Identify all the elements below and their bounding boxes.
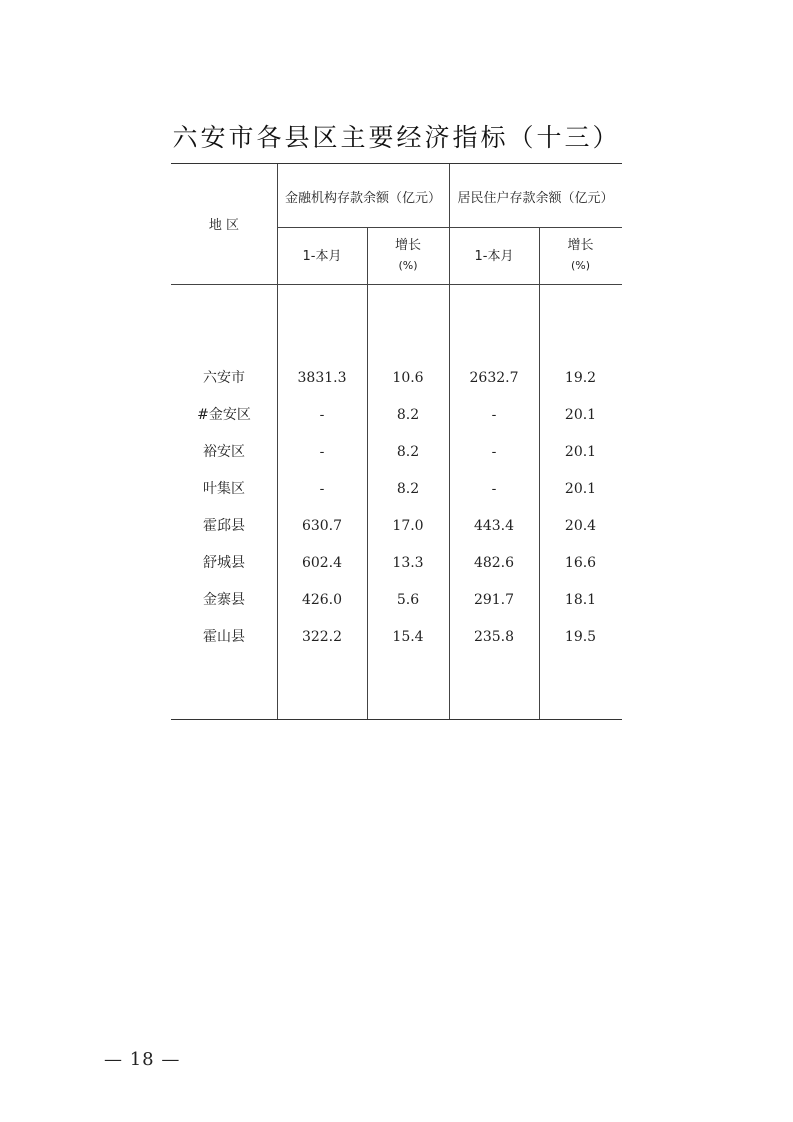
growth-label: 增长 xyxy=(394,238,421,253)
row-household: 235.8 xyxy=(473,629,515,645)
row-household-growth: 16.6 xyxy=(564,555,597,571)
header-month-2: 1-本月 xyxy=(474,249,514,264)
row-household-growth: 20.1 xyxy=(564,407,597,423)
row-household-growth: 19.5 xyxy=(564,629,597,645)
row-deposit: - xyxy=(319,444,325,460)
header-month-1: 1-本月 xyxy=(302,249,342,264)
row-deposit-growth: 8.2 xyxy=(396,444,420,460)
row-deposit: 426.0 xyxy=(301,592,343,608)
header-bottom-line xyxy=(171,284,622,285)
row-deposit: - xyxy=(319,481,325,497)
row-household-growth: 20.1 xyxy=(564,444,597,460)
header-region: 地 区 xyxy=(208,218,240,233)
row-household: 482.6 xyxy=(473,555,515,571)
row-region: 裕安区 xyxy=(203,444,245,460)
row-region: 霍山县 xyxy=(203,629,245,645)
row-deposit: 3831.3 xyxy=(297,370,347,386)
row-household: - xyxy=(491,407,497,423)
row-deposit: 322.2 xyxy=(301,629,343,645)
growth-label: 增长 xyxy=(567,238,594,253)
page-number: — 18 — xyxy=(104,1049,181,1070)
pct-label: (%) xyxy=(570,259,591,272)
row-region: 六安市 xyxy=(203,370,245,386)
row-region: #金安区 xyxy=(197,407,251,423)
row-deposit-growth: 5.6 xyxy=(396,592,420,608)
row-region: 舒城县 xyxy=(203,555,245,571)
row-household: 443.4 xyxy=(473,518,515,534)
row-household-growth: 20.4 xyxy=(564,518,597,534)
row-household: - xyxy=(491,444,497,460)
row-deposit-growth: 8.2 xyxy=(396,407,420,423)
row-household: - xyxy=(491,481,497,497)
header-divider xyxy=(277,227,622,228)
row-deposit: 602.4 xyxy=(301,555,343,571)
row-household-growth: 19.2 xyxy=(564,370,597,386)
indicator-table xyxy=(171,163,622,720)
row-deposit-growth: 13.3 xyxy=(392,555,424,571)
row-deposit: - xyxy=(319,407,325,423)
row-region: 金寨县 xyxy=(203,592,245,608)
header-growth-2 xyxy=(539,236,622,276)
row-household: 2632.7 xyxy=(469,370,519,386)
row-region: 叶集区 xyxy=(203,481,245,497)
row-deposit-growth: 8.2 xyxy=(396,481,420,497)
row-household: 291.7 xyxy=(473,592,515,608)
header-growth-1 xyxy=(367,236,449,276)
row-deposit: 630.7 xyxy=(301,518,343,534)
row-deposit-growth: 10.6 xyxy=(392,370,424,386)
header-household-deposit: 居民住户存款余额（亿元） xyxy=(457,191,614,206)
row-household-growth: 18.1 xyxy=(564,592,597,608)
pct-label: (%) xyxy=(398,259,418,272)
row-deposit-growth: 15.4 xyxy=(392,629,424,645)
row-region: 霍邱县 xyxy=(203,518,245,534)
row-deposit-growth: 17.0 xyxy=(392,518,424,534)
page-title: 六安市各县区主要经济指标（十三） xyxy=(172,123,621,152)
header-deposit-total: 金融机构存款余额（亿元） xyxy=(284,191,441,206)
row-household-growth: 20.1 xyxy=(564,481,597,497)
